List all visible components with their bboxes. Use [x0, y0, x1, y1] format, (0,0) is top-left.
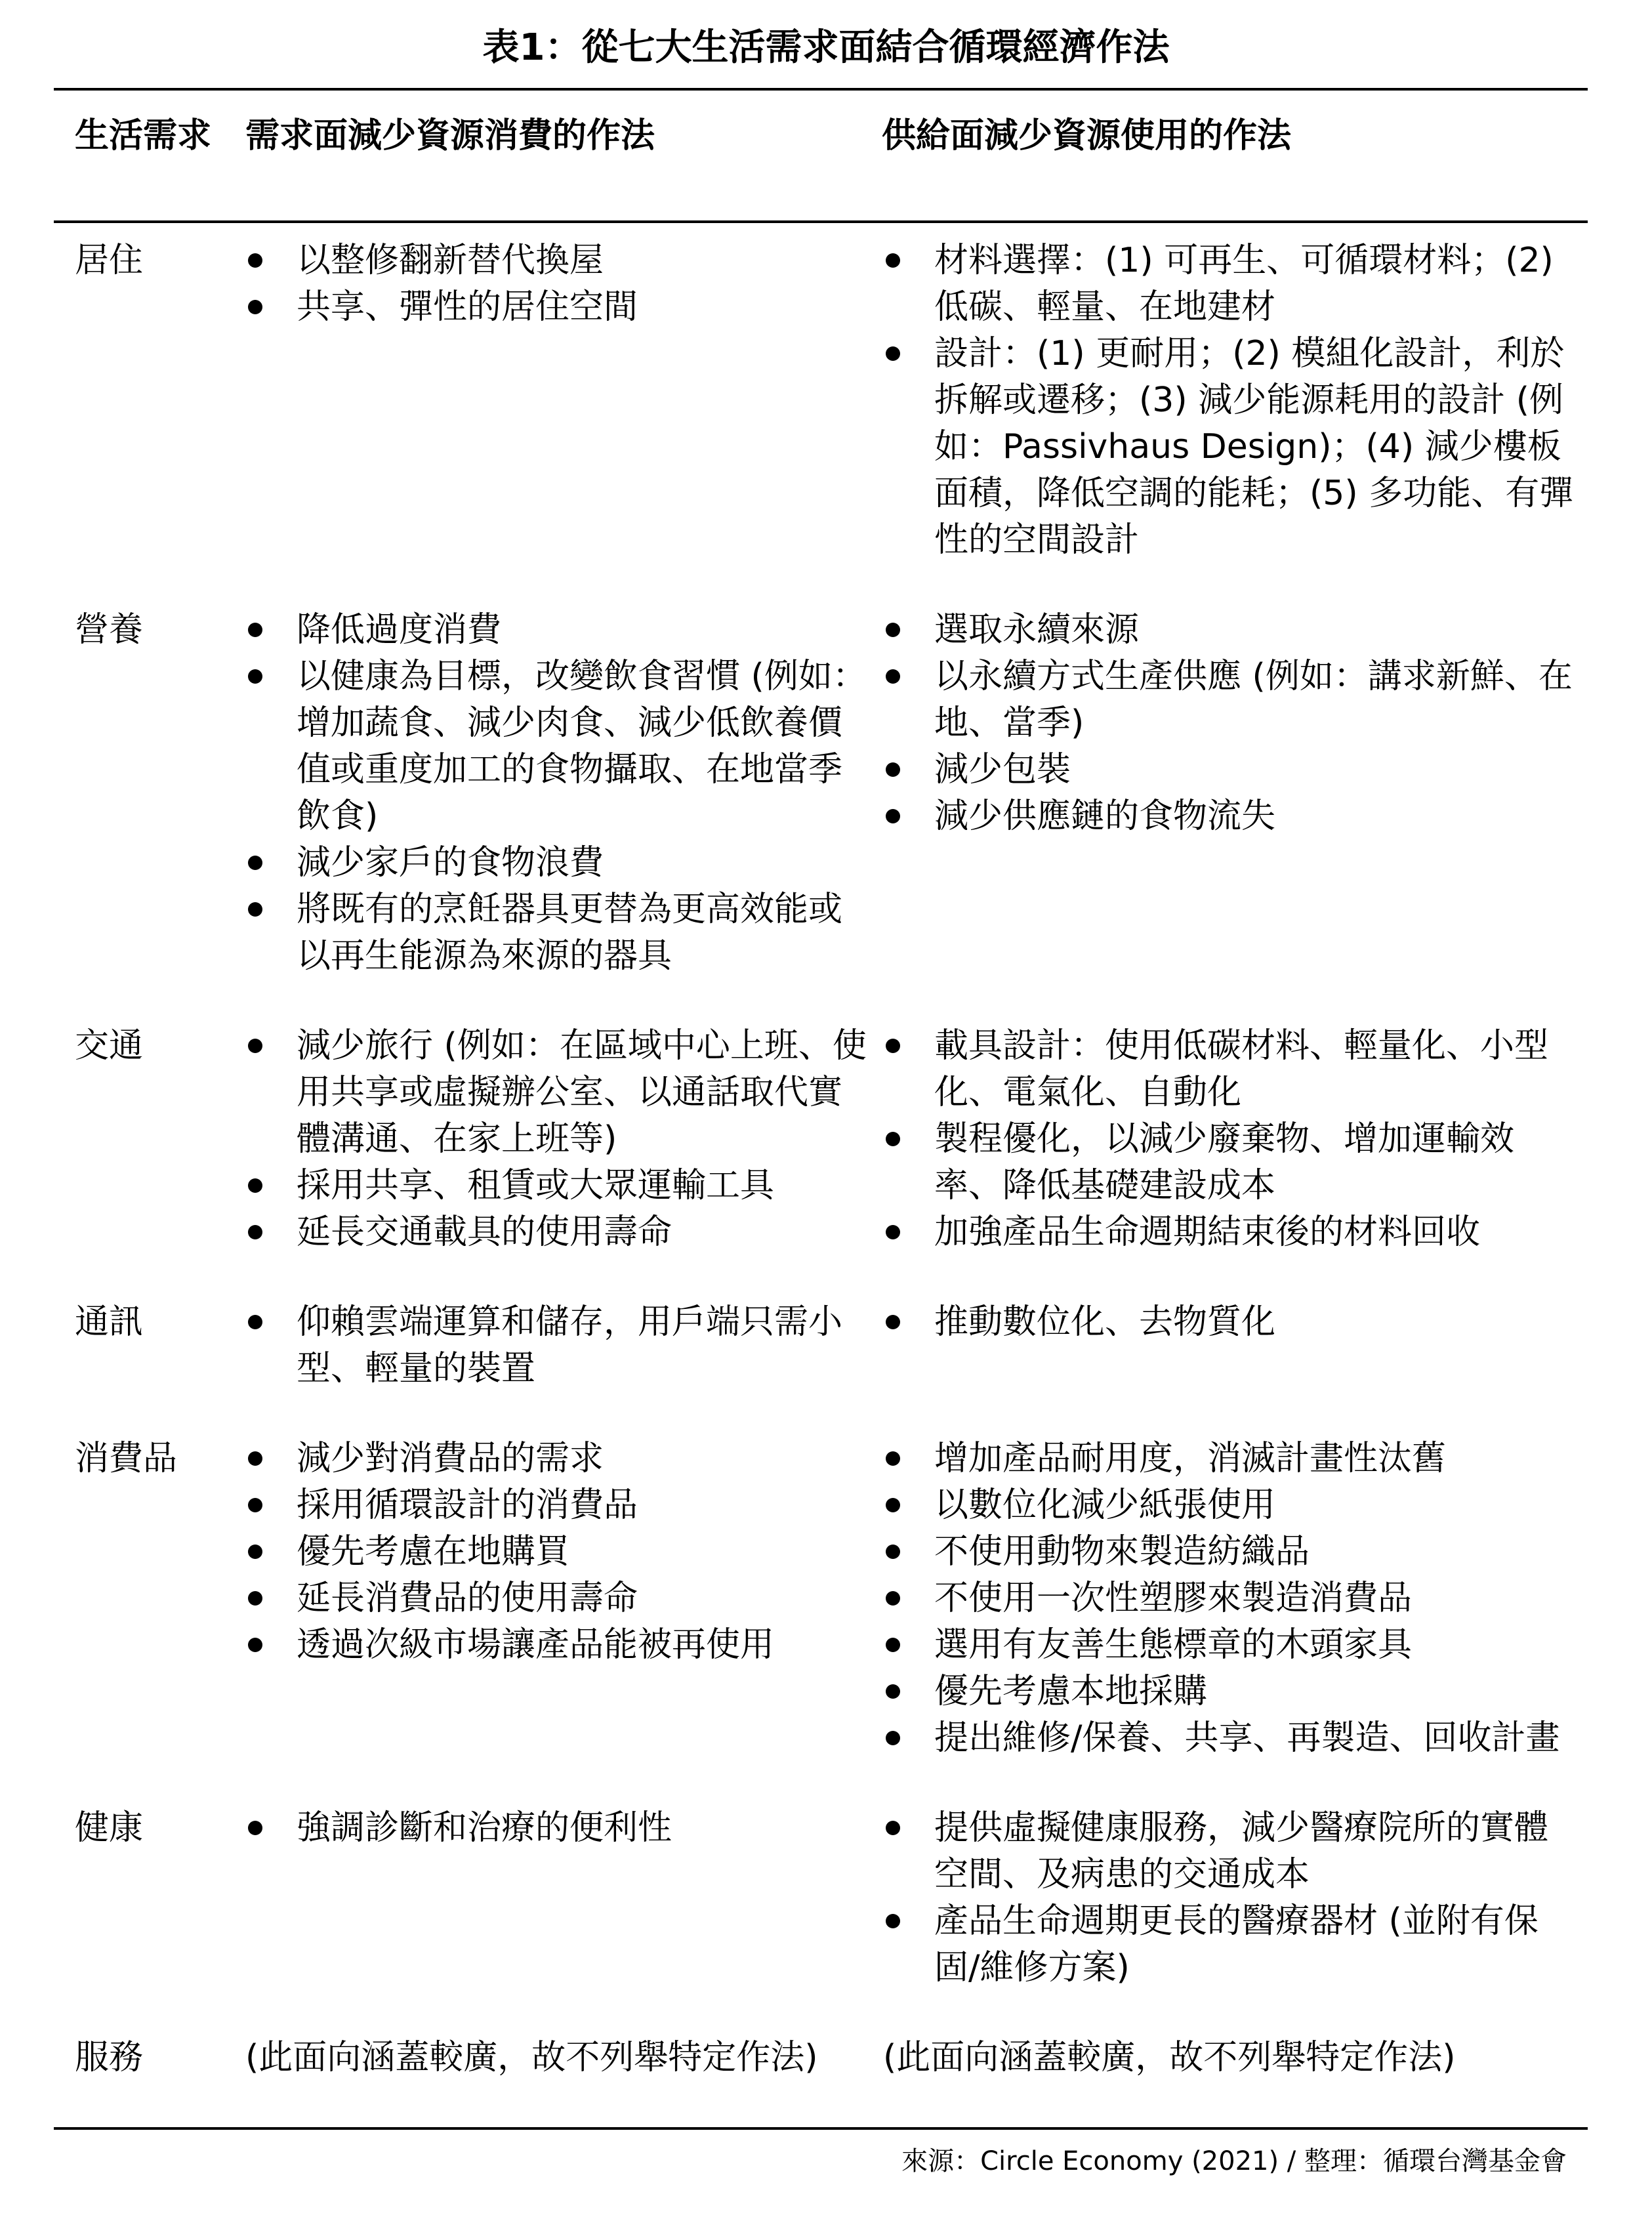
row-category: 居住 — [75, 241, 144, 280]
demand-cell — [244, 2035, 882, 2125]
row-category: 營養 — [75, 610, 144, 650]
supply-list — [882, 607, 1575, 840]
supply-cell — [882, 1805, 1588, 2035]
demand-note: (此面向涵蓋較廣，故不列舉特定作法) — [245, 2038, 818, 2077]
list-item: 推動數位化、去物質化 — [882, 1299, 1575, 1346]
demand-list — [244, 1436, 869, 1669]
demand-cell — [244, 1023, 882, 1299]
demand-list — [244, 1299, 869, 1392]
list-item: 採用循環設計的消費品 — [244, 1482, 869, 1529]
list-item: 選取永續來源 — [882, 607, 1575, 653]
list-item: 不使用一次性塑膠來製造消費品 — [882, 1575, 1575, 1622]
list-item: 共享、彈性的居住空間 — [244, 284, 869, 331]
table-body — [54, 220, 1588, 2125]
list-item: 降低過度消費 — [244, 607, 869, 653]
list-item: 設計：(1) 更耐用；(2) 模組化設計，利於拆解或遷移；(3) 減少能源耗用的設計 (例如：Passivhaus Design)；(4) 減少樓板面積，降低空調的能耗；(5) 多功能、有彈性的空間設計 — [882, 331, 1575, 564]
list-item: 載具設計：使用低碳材料、輕量化、小型化、電氣化、自動化 — [882, 1023, 1575, 1116]
supply-list — [882, 1299, 1575, 1346]
list-item: 優先考慮本地採購 — [882, 1669, 1575, 1715]
supply-list — [882, 1023, 1575, 1256]
supply-cell — [882, 1436, 1588, 1805]
header-demand: 需求面減少資源消費的作法 — [245, 116, 655, 156]
list-item: 增加產品耐用度，消滅計畫性汰舊 — [882, 1436, 1575, 1482]
demand-cell — [244, 607, 882, 1023]
supply-note: (此面向涵蓋較廣，故不列舉特定作法) — [883, 2038, 1456, 2077]
table-title: 表1：從七大生活需求面結合循環經濟作法 — [482, 26, 1170, 69]
supply-list — [882, 238, 1575, 564]
demand-list — [244, 607, 869, 980]
list-item: 採用共享、租賃或大眾運輸工具 — [244, 1163, 869, 1209]
list-item: 減少供應鏈的食物流失 — [882, 793, 1575, 840]
table-row — [54, 2035, 1588, 2125]
table-row — [54, 1436, 1588, 1805]
demand-cell — [244, 1436, 882, 1805]
demand-list — [244, 1023, 869, 1256]
list-item: 加強產品生命週期結束後的材料回收 — [882, 1209, 1575, 1256]
list-item: 優先考慮在地購買 — [244, 1529, 869, 1575]
demand-cell — [244, 1805, 882, 2035]
list-item: 選用有友善生態標章的木頭家具 — [882, 1622, 1575, 1669]
list-item: 將既有的烹飪器具更替為更高效能或以再生能源為來源的器具 — [244, 886, 869, 980]
row-category: 服務 — [75, 2038, 144, 2077]
row-category: 健康 — [75, 1808, 144, 1848]
row-category: 通訊 — [75, 1302, 144, 1342]
list-item: 提供虛擬健康服務，減少醫療院所的實體空間、及病患的交通成本 — [882, 1805, 1575, 1898]
demand-list — [244, 1805, 869, 1852]
list-item: 減少包裝 — [882, 747, 1575, 793]
list-item: 透過次級市場讓產品能被再使用 — [244, 1622, 869, 1669]
list-item: 延長交通載具的使用壽命 — [244, 1209, 869, 1256]
supply-list — [882, 1805, 1575, 1991]
list-item: 製程優化，以減少廢棄物、增加運輸效率、降低基礎建設成本 — [882, 1116, 1575, 1209]
header-category: 生活需求 — [75, 116, 212, 156]
list-item: 產品生命週期更長的醫療器材 (並附有保固/維修方案) — [882, 1898, 1575, 1991]
table-row — [54, 1805, 1588, 2035]
table-row — [54, 220, 1588, 607]
header-supply: 供給面減少資源使用的作法 — [882, 116, 1292, 156]
supply-cell — [882, 220, 1588, 607]
table-row — [54, 607, 1588, 1023]
supply-list — [882, 1436, 1575, 1762]
table-header-row — [54, 91, 1588, 220]
list-item: 不使用動物來製造紡織品 — [882, 1529, 1575, 1575]
supply-cell — [882, 2035, 1588, 2125]
list-item: 以數位化減少紙張使用 — [882, 1482, 1575, 1529]
supply-cell — [882, 607, 1588, 1023]
list-item: 以整修翻新替代換屋 — [244, 238, 869, 284]
row-category: 交通 — [75, 1026, 144, 1066]
list-item: 減少旅行 (例如：在區域中心上班、使用共享或虛擬辦公室、以通話取代實體溝通、在家上班等) — [244, 1023, 869, 1163]
table-row — [54, 1023, 1588, 1299]
list-item: 減少家戶的食物浪費 — [244, 840, 869, 886]
circular-economy-table — [54, 91, 1588, 2125]
list-item: 仰賴雲端運算和儲存，用戶端只需小型、輕量的裝置 — [244, 1299, 869, 1392]
list-item: 強調診斷和治療的便利性 — [244, 1805, 869, 1852]
bottom-rule — [54, 2127, 1588, 2130]
supply-cell — [882, 1299, 1588, 1436]
source-note: 來源：Circle Economy (2021) / 整理：循環台灣基金會 — [901, 2146, 1567, 2176]
demand-cell — [244, 220, 882, 607]
list-item: 以健康為目標，改變飲食習慣 (例如：增加蔬食、減少肉食、減少低飲養價值或重度加工的食物攝取、在地當季飲食) — [244, 653, 869, 840]
list-item: 提出維修/保養、共享、再製造、回收計畫 — [882, 1715, 1575, 1762]
row-category: 消費品 — [75, 1439, 178, 1478]
list-item: 延長消費品的使用壽命 — [244, 1575, 869, 1622]
list-item: 材料選擇：(1) 可再生、可循環材料；(2) 低碳、輕量、在地建材 — [882, 238, 1575, 331]
list-item: 以永續方式生產供應 (例如：講求新鮮、在地、當季) — [882, 653, 1575, 747]
demand-cell — [244, 1299, 882, 1436]
supply-cell — [882, 1023, 1588, 1299]
table-row — [54, 1299, 1588, 1436]
demand-list — [244, 238, 869, 331]
list-item: 減少對消費品的需求 — [244, 1436, 869, 1482]
